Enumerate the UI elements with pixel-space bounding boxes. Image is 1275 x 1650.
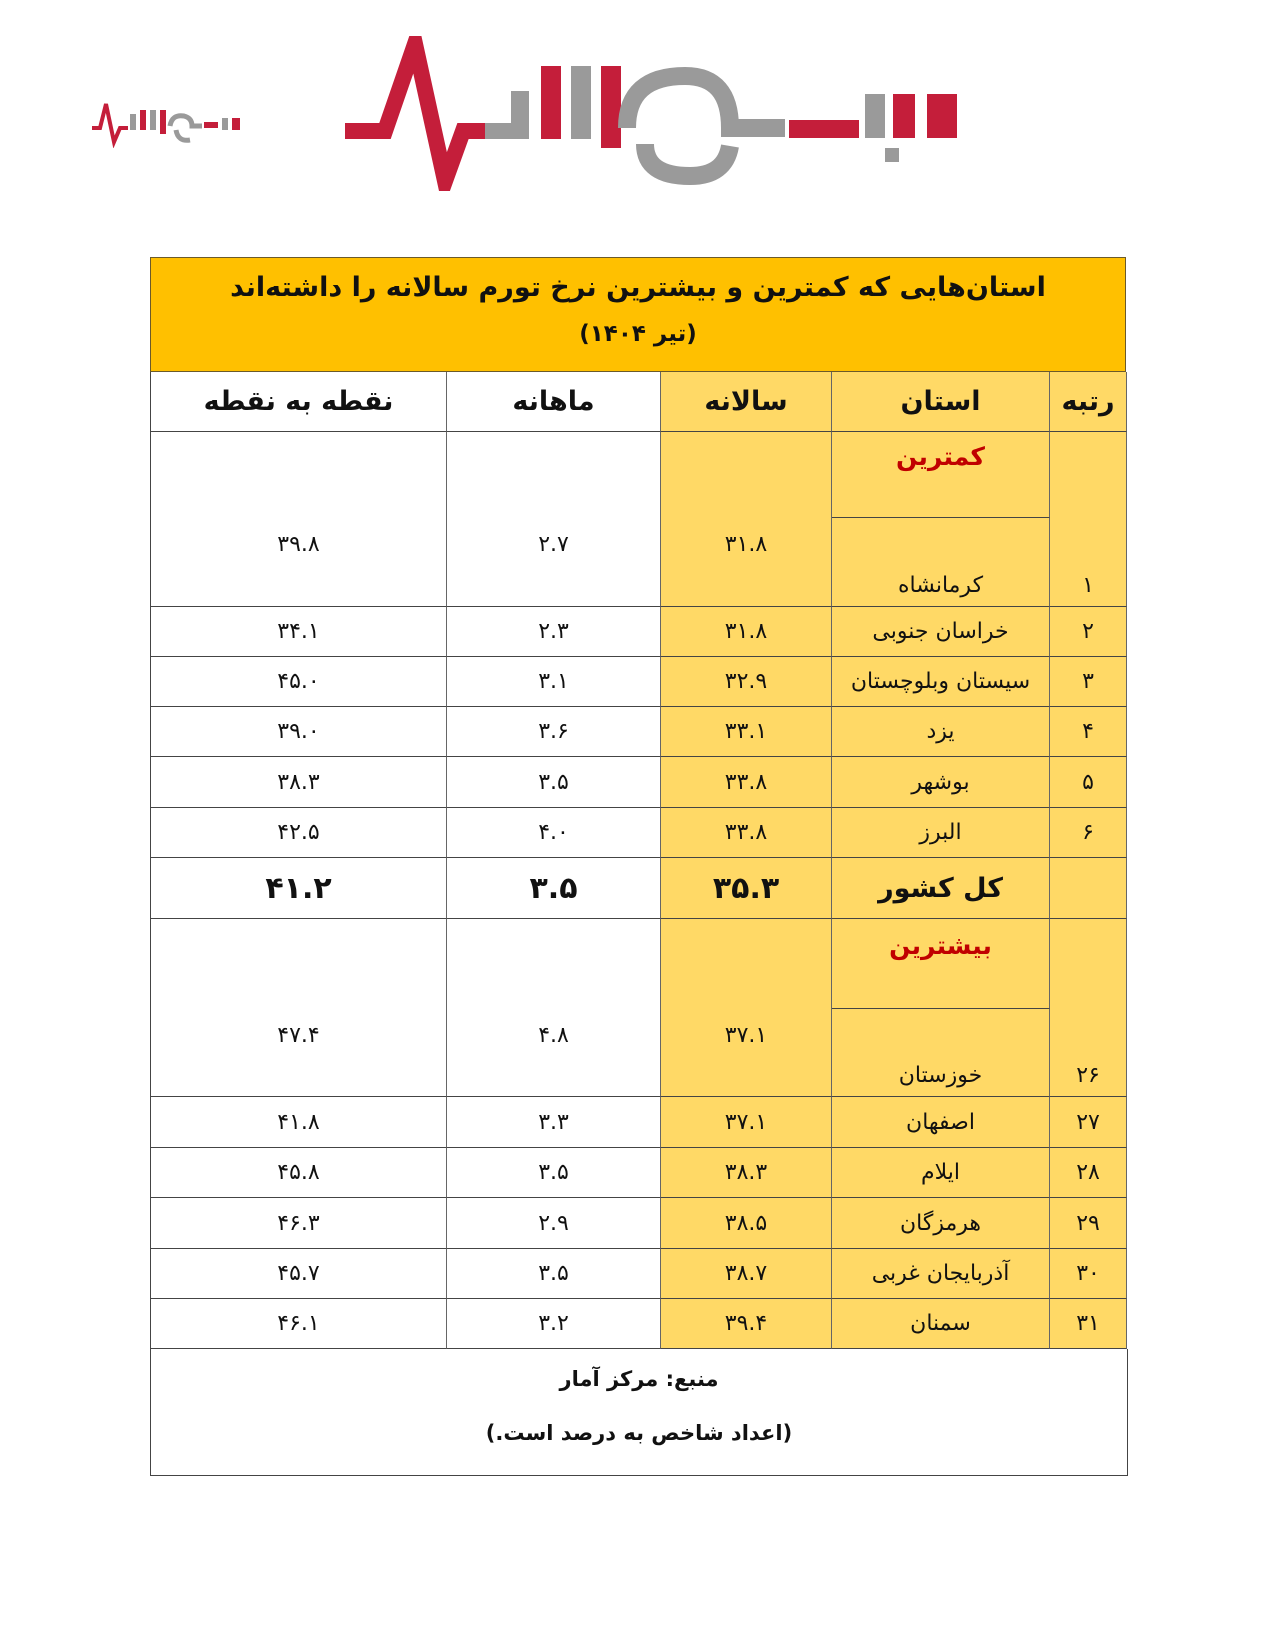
lowest-2-p2p: ۳۴.۱ xyxy=(151,607,447,657)
highest-5-rank: ۳۰ xyxy=(1050,1249,1127,1299)
lowest-4-annual: ۳۳.۱ xyxy=(661,707,832,757)
lowest-1-rank: ۱ xyxy=(1050,432,1127,607)
table-title-band xyxy=(150,257,1126,372)
national-label: کل کشور xyxy=(832,858,1050,919)
highest-2-monthly: ۳.۳ xyxy=(447,1097,661,1148)
highest-5-monthly: ۳.۵ xyxy=(447,1249,661,1299)
lowest-2-annual: ۳۱.۸ xyxy=(661,607,832,657)
highest-5-annual: ۳۸.۷ xyxy=(661,1249,832,1299)
lowest-3-monthly: ۳.۱ xyxy=(447,657,661,707)
lowest-5-rank: ۵ xyxy=(1050,757,1127,808)
lowest-5-province: بوشهر xyxy=(832,757,1050,808)
national-rank-empty xyxy=(1050,858,1127,919)
highest-3-province: ایلام xyxy=(832,1148,1050,1198)
header-monthly: ماهانه xyxy=(447,372,661,432)
national-p2p: ۴۱.۲ xyxy=(151,858,447,919)
highest-1-monthly: ۴.۸ xyxy=(447,919,661,1097)
national-annual: ۳۵.۳ xyxy=(661,858,832,919)
brand-logo-small xyxy=(92,100,242,148)
lowest-6-province: البرز xyxy=(832,808,1050,858)
highest-1-province: خوزستان xyxy=(832,1009,1050,1097)
lowest-4-monthly: ۳.۶ xyxy=(447,707,661,757)
lowest-3-province: سیستان وبلوچستان xyxy=(832,657,1050,707)
table-title: استان‌هایی که کمترین و بیشترین نرخ تورم سالانه را داشته‌اند xyxy=(230,272,1046,303)
lowest-2-monthly: ۲.۳ xyxy=(447,607,661,657)
highest-3-p2p: ۴۵.۸ xyxy=(151,1148,447,1198)
highest-4-rank: ۲۹ xyxy=(1050,1198,1127,1249)
lowest-5-annual: ۳۳.۸ xyxy=(661,757,832,808)
highest-6-p2p: ۴۶.۱ xyxy=(151,1299,447,1349)
highest-1-rank: ۲۶ xyxy=(1050,919,1127,1097)
highest-1-annual: ۳۷.۱ xyxy=(661,919,832,1097)
lowest-1-monthly: ۲.۷ xyxy=(447,432,661,607)
highest-3-monthly: ۳.۵ xyxy=(447,1148,661,1198)
lowest-section-label: کمترین xyxy=(832,432,1050,518)
highest-2-annual: ۳۷.۱ xyxy=(661,1097,832,1148)
table-grid xyxy=(150,372,1126,1349)
highest-section-label: بیشترین xyxy=(832,919,1050,1009)
lowest-3-annual: ۳۲.۹ xyxy=(661,657,832,707)
lowest-5-monthly: ۳.۵ xyxy=(447,757,661,808)
highest-5-p2p: ۴۵.۷ xyxy=(151,1249,447,1299)
lowest-1-annual: ۳۱.۸ xyxy=(661,432,832,607)
highest-2-province: اصفهان xyxy=(832,1097,1050,1148)
lowest-2-rank: ۲ xyxy=(1050,607,1127,657)
header-rank: رتبه xyxy=(1050,372,1127,432)
highest-3-annual: ۳۸.۳ xyxy=(661,1148,832,1198)
inflation-table xyxy=(150,257,1126,1349)
lowest-5-p2p: ۳۸.۳ xyxy=(151,757,447,808)
brand-logo-large xyxy=(345,36,975,191)
lowest-2-province: خراسان جنوبی xyxy=(832,607,1050,657)
lowest-1-province: کرمانشاه xyxy=(832,518,1050,607)
highest-6-annual: ۳۹.۴ xyxy=(661,1299,832,1349)
lowest-6-p2p: ۴۲.۵ xyxy=(151,808,447,858)
highest-6-monthly: ۳.۲ xyxy=(447,1299,661,1349)
lowest-3-rank: ۳ xyxy=(1050,657,1127,707)
lowest-3-p2p: ۴۵.۰ xyxy=(151,657,447,707)
highest-1-p2p: ۴۷.۴ xyxy=(151,919,447,1097)
highest-6-province: سمنان xyxy=(832,1299,1050,1349)
header-annual: سالانه xyxy=(661,372,832,432)
highest-2-p2p: ۴۱.۸ xyxy=(151,1097,447,1148)
header-province: استان xyxy=(832,372,1050,432)
highest-6-rank: ۳۱ xyxy=(1050,1299,1127,1349)
lowest-6-rank: ۶ xyxy=(1050,808,1127,858)
unit-note: (اعداد شاخص به درصد است.) xyxy=(485,1421,793,1445)
lowest-1-p2p: ۳۹.۸ xyxy=(151,432,447,607)
lowest-6-annual: ۳۳.۸ xyxy=(661,808,832,858)
lowest-4-province: یزد xyxy=(832,707,1050,757)
table-subtitle: (تیر ۱۴۰۴) xyxy=(579,321,697,347)
lowest-4-rank: ۴ xyxy=(1050,707,1127,757)
highest-4-province: هرمزگان xyxy=(832,1198,1050,1249)
highest-5-province: آذربایجان غربی xyxy=(832,1249,1050,1299)
highest-2-rank: ۲۷ xyxy=(1050,1097,1127,1148)
highest-3-rank: ۲۸ xyxy=(1050,1148,1127,1198)
header-p2p: نقطه به نقطه xyxy=(151,372,447,432)
table-footer xyxy=(150,1349,1128,1476)
national-monthly: ۳.۵ xyxy=(447,858,661,919)
source-note: منبع: مرکز آمار xyxy=(559,1367,719,1391)
highest-4-annual: ۳۸.۵ xyxy=(661,1198,832,1249)
lowest-4-p2p: ۳۹.۰ xyxy=(151,707,447,757)
lowest-6-monthly: ۴.۰ xyxy=(447,808,661,858)
highest-4-monthly: ۲.۹ xyxy=(447,1198,661,1249)
highest-4-p2p: ۴۶.۳ xyxy=(151,1198,447,1249)
